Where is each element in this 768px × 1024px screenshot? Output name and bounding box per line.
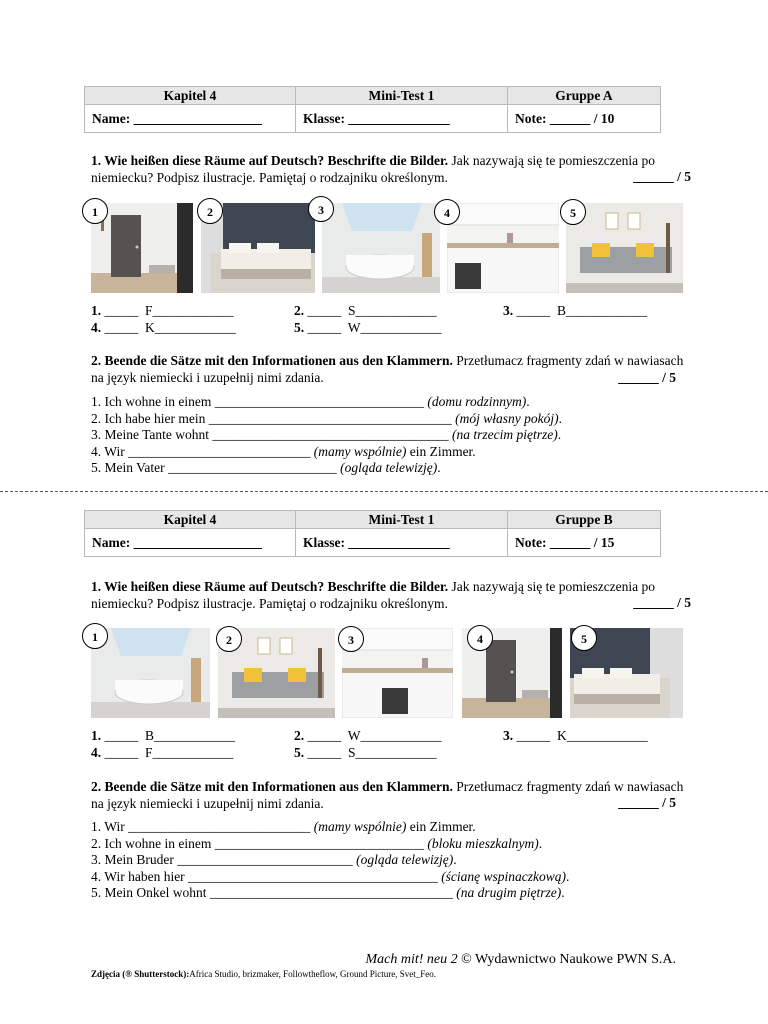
sentence-row[interactable]: 2. Ich wohne in einem _______________________________ (bloku mieszkalnym). xyxy=(91,835,543,851)
task1-points-a: ______ / 5 xyxy=(633,169,691,184)
answer-field[interactable]: 5. _____ S____________ xyxy=(294,745,437,760)
chapter-label: Kapitel 4 xyxy=(85,511,296,529)
photo-number-4: 4 xyxy=(434,199,460,225)
task2-instruction: Przetłumacz fragmenty zdań w nawiasach na język niemiecki i uzupełnij nimi zdania. xyxy=(91,353,684,385)
answer-field[interactable]: 3. _____ B____________ xyxy=(503,303,648,318)
answer-field[interactable]: 2. _____ W____________ xyxy=(294,728,442,743)
photo-number-2: 2 xyxy=(197,198,223,224)
sentences-b xyxy=(91,819,701,902)
answer-field[interactable]: 3. _____ K____________ xyxy=(503,728,648,743)
sentences-a xyxy=(91,394,701,477)
photo-number-3: 3 xyxy=(338,626,364,652)
answer-field[interactable]: 4. _____ K____________ xyxy=(91,320,236,335)
answer-field[interactable]: 1. _____ F____________ xyxy=(91,303,234,318)
answer-field[interactable]: 5. _____ W____________ xyxy=(294,320,442,335)
photo-number-5: 5 xyxy=(560,199,586,225)
class-field[interactable]: Klasse: _______________ xyxy=(296,105,508,133)
sentence-row[interactable]: 4. Wir ___________________________ (mamy wspólnie) ein Zimmer. xyxy=(91,443,476,459)
book-title: Mach mit! neu 2 xyxy=(365,952,458,967)
photo-number-5: 5 xyxy=(571,625,597,651)
answer-field[interactable]: 1. _____ B____________ xyxy=(91,728,236,743)
credits-text: Africa Studio, brizmaker, Followtheflow, Ground Picture, Svet_Feo. xyxy=(189,969,436,979)
test-label: Mini-Test 1 xyxy=(296,511,508,529)
name-field[interactable]: Name: ___________________ xyxy=(85,105,296,133)
answer-field[interactable]: 4. _____ F____________ xyxy=(91,745,234,760)
photo-number-3: 3 xyxy=(308,196,334,222)
task1-instructions-b xyxy=(91,578,691,612)
photo-credits xyxy=(91,969,436,979)
sentence-row[interactable]: 1. Ich wohne in einem _______________________________ (domu rodzinnym). xyxy=(91,394,530,409)
cut-line xyxy=(0,491,768,492)
photo-number-1: 1 xyxy=(82,198,108,224)
sentence-row[interactable]: 3. Mein Bruder __________________________ (ogląda telewizję). xyxy=(91,852,457,868)
grade-field[interactable]: Note: ______ / 10 xyxy=(508,105,661,133)
sentence-row[interactable]: 4. Wir haben hier _____________________________________ (ścianę wspinaczkową). xyxy=(91,868,570,884)
task1-instruction: Jak nazywają się te pomieszczenia po niemiecku? Podpisz ilustracje. Pamiętaj o rodzajniku określonym. xyxy=(91,153,656,185)
task2-title: 2. Beende die Sätze mit den Informationen aus den Klammern. xyxy=(91,779,453,794)
publisher: © Wydawnictwo Naukowe PWN S.A. xyxy=(457,952,676,967)
group-label: Gruppe B xyxy=(508,511,661,529)
sentence-row[interactable]: 3. Meine Tante wohnt ___________________________________ (na trzecim piętrze). xyxy=(91,427,562,443)
photo-kitchen xyxy=(447,203,559,293)
task2-points-b: ______ / 5 xyxy=(618,795,676,810)
photo-number-2: 2 xyxy=(216,626,242,652)
task1-instruction: Jak nazywają się te pomieszczenia po niemiecku? Podpisz ilustracje. Pamiętaj o rodzajniku określonym. xyxy=(91,579,656,611)
photo-number-4: 4 xyxy=(467,625,493,651)
class-field[interactable]: Klasse: _______________ xyxy=(296,529,508,557)
sentence-row[interactable]: 5. Mein Onkel wohnt ____________________________________ (na drugim piętrze). xyxy=(91,885,565,901)
task2-instructions-a xyxy=(91,352,691,386)
task2-points-a: ______ / 5 xyxy=(618,370,676,385)
sentence-row[interactable]: 1. Wir ___________________________ (mamy wspólnie) ein Zimmer. xyxy=(91,819,476,834)
task1-title: 1. Wie heißen diese Räume auf Deutsch? Beschrifte die Bilder. xyxy=(91,153,449,168)
chapter-label: Kapitel 4 xyxy=(85,87,296,105)
sentence-row[interactable]: 2. Ich habe hier mein ____________________________________ (mój własny pokój). xyxy=(91,410,562,426)
answer-field[interactable]: 2. _____ S____________ xyxy=(294,303,437,318)
task1-instructions-a xyxy=(91,152,691,186)
sentence-row[interactable]: 5. Mein Vater _________________________ (ogląda telewizję). xyxy=(91,460,441,476)
group-label: Gruppe A xyxy=(508,87,661,105)
header-table-b xyxy=(84,510,661,557)
photo-bathroom xyxy=(322,203,440,293)
header-table-a xyxy=(84,86,661,133)
test-label: Mini-Test 1 xyxy=(296,87,508,105)
credits-label: Zdjęcia (® Shutterstock): xyxy=(91,969,190,979)
task1-points-b: ______ / 5 xyxy=(633,595,691,610)
name-field[interactable]: Name: ___________________ xyxy=(85,529,296,557)
task2-title: 2. Beende die Sätze mit den Informationen aus den Klammern. xyxy=(91,353,453,368)
task1-title: 1. Wie heißen diese Räume auf Deutsch? Beschrifte die Bilder. xyxy=(91,579,449,594)
grade-field[interactable]: Note: ______ / 15 xyxy=(508,529,661,557)
photo-bathroom xyxy=(91,628,210,718)
task2-instruction: Przetłumacz fragmenty zdań w nawiasach na język niemiecki i uzupełnij nimi zdania. xyxy=(91,779,684,811)
photo-number-1: 1 xyxy=(82,623,108,649)
task2-instructions-b xyxy=(91,778,691,812)
footer-copyright xyxy=(366,952,677,968)
